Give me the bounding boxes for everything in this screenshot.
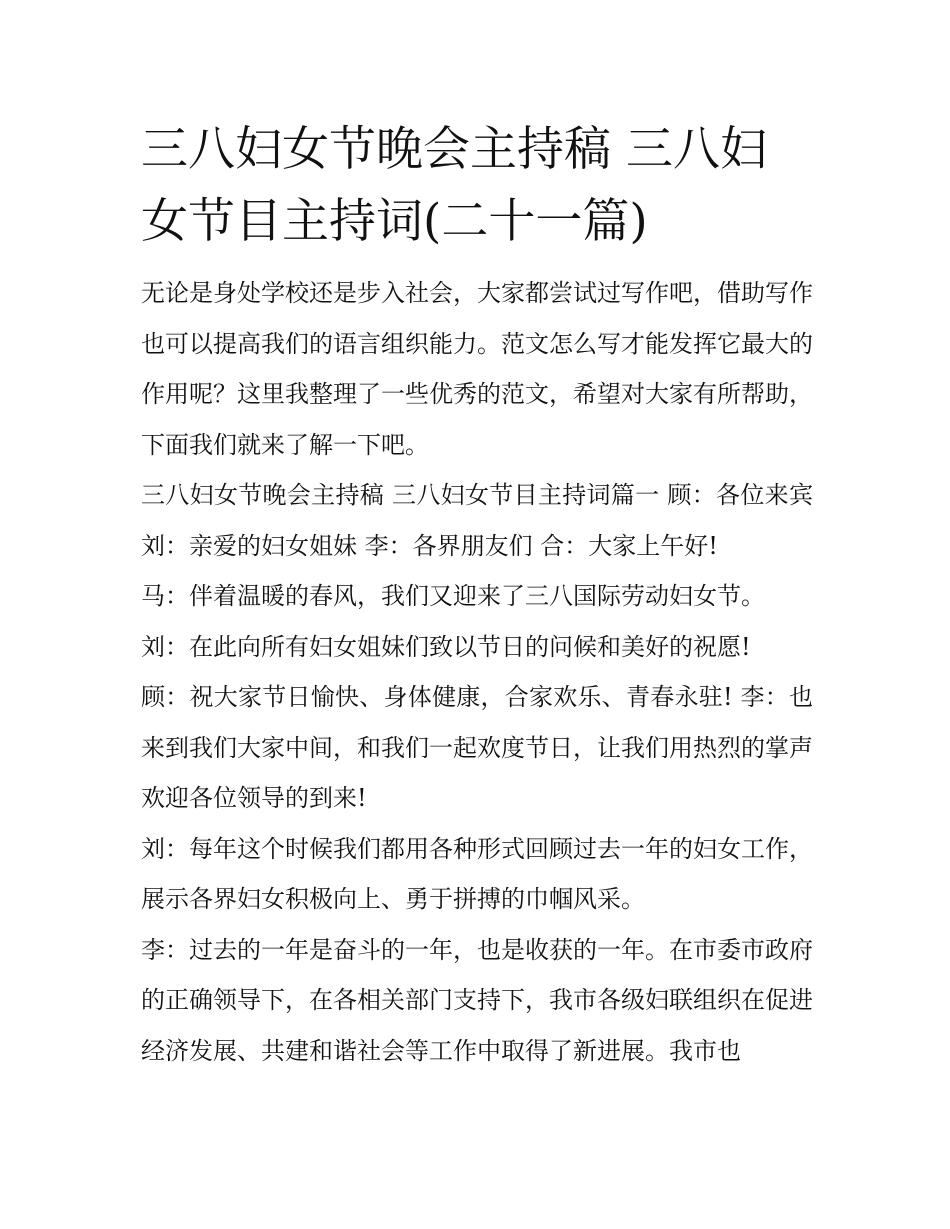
paragraph-opening: 三八妇女节晚会主持稿 三八妇女节目主持词篇一 顾：各位来宾 刘：亲爱的妇女姐妹 李：各界朋友们 合：大家上午好!: [141, 481, 813, 560]
paragraph-liu-review: 刘：每年这个时候我们都用各种形式回顾过去一年的妇女工作，展示各界妇女积极向上、勇于拼搏的巾帼风采。: [141, 834, 813, 913]
paragraph-gu-wishes: 顾：祝大家节日愉快、身体健康，合家欢乐、青春永驻! 李：也来到我们大家中间，和我们一起欢度节日，让我们用热烈的掌声欢迎各位领导的到来!: [141, 683, 813, 812]
paragraph-intro: 无论是身处学校还是步入社会，大家都尝试过写作吧，借助写作也可以提高我们的语言组织能力。范文怎么写才能发挥它最大的作用呢？这里我整理了一些优秀的范文，希望对大家有所帮助，下面我们就来了解一下吧。: [141, 279, 813, 459]
document-page: [141, 114, 813, 1076]
paragraph-li-year: 李：过去的一年是奋斗的一年，也是收获的一年。在市委市政府的正确领导下，在各相关部门支持下，我市各级妇联组织在促进经济发展、共建和谐社会等工作中取得了新进展。我市也: [141, 935, 813, 1065]
paragraph-liu-greeting: 刘：在此向所有妇女姐妹们致以节日的问候和美好的祝愿!: [141, 632, 751, 661]
document-title: 三八妇女节晚会主持稿 三八妇女节目主持词(二十一篇): [141, 122, 767, 249]
paragraph-ma: 马：伴着温暖的春风，我们又迎来了三八国际劳动妇女节。: [141, 582, 765, 610]
